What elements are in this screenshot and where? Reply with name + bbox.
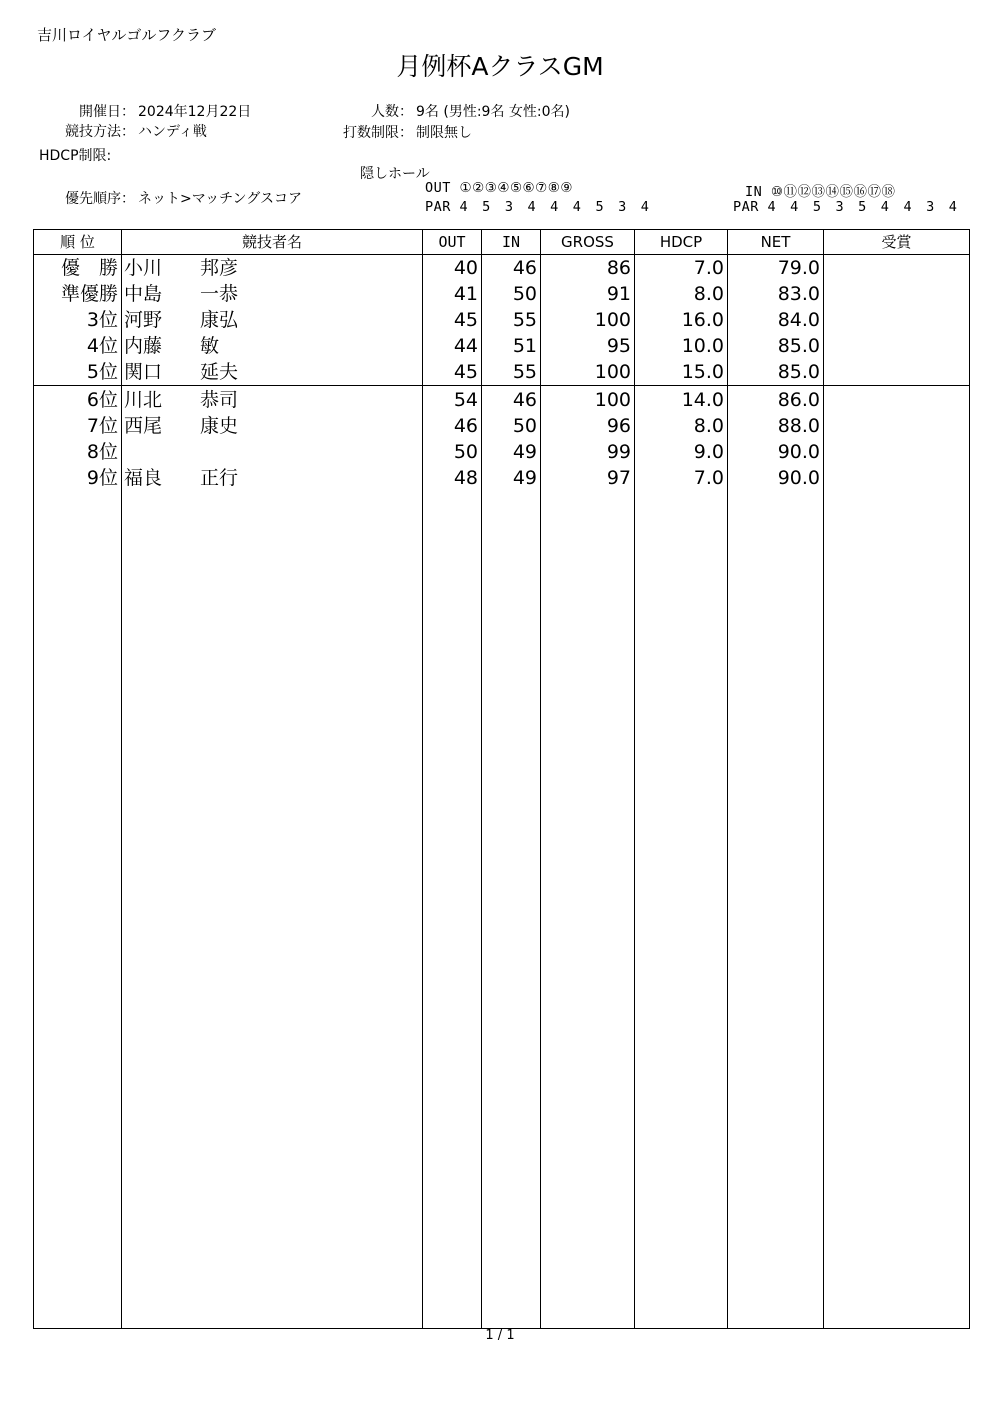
cell-net: 85.0 xyxy=(777,361,820,383)
cell-in: 55 xyxy=(512,309,537,331)
cell-out: 48 xyxy=(453,467,478,489)
table-row xyxy=(34,307,969,333)
cell-net: 90.0 xyxy=(777,441,820,463)
table-row xyxy=(34,465,969,491)
cell-net: 85.0 xyxy=(777,335,820,357)
table-row xyxy=(34,255,969,281)
table-row xyxy=(34,281,969,307)
page-title: 月例杯AクラスGM xyxy=(396,52,604,81)
header-hdcp: HDCP xyxy=(659,233,703,251)
cell-name: 川北 恭司 xyxy=(124,389,239,411)
cell-name: 河野 康弘 xyxy=(124,309,239,331)
cell-rank: 9位 xyxy=(86,467,118,489)
cell-net: 90.0 xyxy=(777,467,820,489)
method-label: 競技方法： xyxy=(65,124,135,140)
cell-name: 小川 邦彦 xyxy=(124,257,239,279)
cell-hdcp: 8.0 xyxy=(693,415,724,437)
cell-name: 内藤 敏 xyxy=(124,335,220,357)
header-award: 受賞 xyxy=(881,233,912,251)
cell-hdcp: 16.0 xyxy=(681,309,724,331)
cell-in: 50 xyxy=(512,415,537,437)
cell-rank: 4位 xyxy=(86,335,118,357)
cell-net: 84.0 xyxy=(777,309,820,331)
cell-rank: 6位 xyxy=(86,389,118,411)
cell-rank: 5位 xyxy=(86,361,118,383)
cell-rank: 8位 xyxy=(86,441,118,463)
cell-hdcp: 15.0 xyxy=(681,361,724,383)
cell-in: 46 xyxy=(512,389,537,411)
cell-hdcp: 7.0 xyxy=(693,467,724,489)
results-table xyxy=(33,229,970,1329)
header-gross: GROSS xyxy=(561,233,614,251)
cell-in: 49 xyxy=(512,441,537,463)
cell-hdcp: 8.0 xyxy=(693,283,724,305)
cell-hdcp: 7.0 xyxy=(693,257,724,279)
cell-out: 54 xyxy=(453,389,478,411)
cell-name: 中島 一恭 xyxy=(124,283,239,305)
cell-in: 49 xyxy=(512,467,537,489)
out-label: OUT xyxy=(425,180,451,196)
out-holes-row xyxy=(425,180,573,196)
in-hole-numbers: ⑩⑪⑫⑬⑭⑮⑯⑰⑱ xyxy=(770,184,896,200)
cell-award xyxy=(826,387,966,413)
cell-out: 50 xyxy=(453,441,478,463)
cell-hdcp: 10.0 xyxy=(681,335,724,357)
cell-award xyxy=(826,359,966,385)
cell-name xyxy=(124,439,420,465)
cell-in: 51 xyxy=(512,335,537,357)
cell-award xyxy=(826,465,966,491)
cell-hdcp: 9.0 xyxy=(693,441,724,463)
stroke-limit-value: 制限無し xyxy=(416,125,472,141)
table-row xyxy=(34,359,969,385)
out-par-values: 4 5 3 4 4 4 5 3 4 xyxy=(459,199,653,215)
table-row xyxy=(34,413,969,439)
cell-rank: 優 勝 xyxy=(60,257,118,279)
cell-name: 福良 正行 xyxy=(124,467,239,489)
cell-out: 40 xyxy=(453,257,478,279)
cell-hdcp: 14.0 xyxy=(681,389,724,411)
cell-name: 関口 延夫 xyxy=(124,361,239,383)
header-net: NET xyxy=(760,233,791,251)
cell-award xyxy=(826,281,966,307)
cell-net: 86.0 xyxy=(777,389,820,411)
header-out: OUT xyxy=(438,233,466,251)
cell-gross: 96 xyxy=(606,415,631,437)
priority-label: 優先順序： xyxy=(65,191,135,207)
hidden-holes-label: 隠しホール xyxy=(360,166,430,182)
cell-award xyxy=(826,413,966,439)
hdcp-limit-label: HDCP制限: xyxy=(39,148,112,164)
table-row xyxy=(34,439,969,465)
header-rank: 順 位 xyxy=(60,233,95,251)
cell-award xyxy=(826,333,966,359)
cell-gross: 99 xyxy=(606,441,631,463)
cell-award xyxy=(826,255,966,281)
header-in: IN xyxy=(501,233,521,251)
cell-rank: 3位 xyxy=(86,309,118,331)
out-par-label: PAR xyxy=(425,199,451,215)
in-holes-row xyxy=(745,180,896,200)
header-name: 競技者名 xyxy=(241,233,302,251)
cell-out: 41 xyxy=(453,283,478,305)
cell-gross: 86 xyxy=(606,257,631,279)
cell-gross: 91 xyxy=(606,283,631,305)
table-row xyxy=(34,387,969,413)
cell-out: 45 xyxy=(453,361,478,383)
cell-net: 79.0 xyxy=(777,257,820,279)
cell-net: 83.0 xyxy=(777,283,820,305)
cell-rank: 7位 xyxy=(86,415,118,437)
cell-gross: 97 xyxy=(606,467,631,489)
in-par-row xyxy=(733,199,960,215)
in-par-values: 4 4 5 3 5 4 4 3 4 xyxy=(767,199,961,215)
table-row xyxy=(34,333,969,359)
in-par-label: PAR xyxy=(733,199,759,215)
cell-net: 88.0 xyxy=(777,415,820,437)
stroke-limit-label: 打数制限： xyxy=(343,125,413,141)
date-label: 開催日： xyxy=(79,104,135,120)
people-label: 人数： xyxy=(371,104,413,120)
date-value: 2024年12月22日 xyxy=(138,104,252,120)
cell-award xyxy=(826,439,966,465)
cell-award xyxy=(826,307,966,333)
people-value: 9名 (男性:9名 女性:0名) xyxy=(416,104,570,120)
priority-value: ネット>マッチングスコア xyxy=(138,191,303,207)
cell-gross: 100 xyxy=(594,361,631,383)
cell-out: 46 xyxy=(453,415,478,437)
cell-name: 西尾 康史 xyxy=(124,415,239,437)
out-hole-numbers: ①②③④⑤⑥⑦⑧⑨ xyxy=(459,180,573,196)
cell-rank: 準優勝 xyxy=(60,283,118,305)
in-label: IN xyxy=(745,184,763,200)
method-value: ハンディ戦 xyxy=(138,124,207,140)
cell-gross: 95 xyxy=(606,335,631,357)
page-number: 1 / 1 xyxy=(485,1328,515,1343)
cell-in: 46 xyxy=(512,257,537,279)
cell-out: 44 xyxy=(453,335,478,357)
out-par-row xyxy=(425,199,652,215)
cell-gross: 100 xyxy=(594,389,631,411)
cell-out: 45 xyxy=(453,309,478,331)
club-name: 吉川ロイヤルゴルフクラブ xyxy=(37,26,216,44)
group-divider xyxy=(34,385,969,386)
cell-in: 55 xyxy=(512,361,537,383)
cell-in: 50 xyxy=(512,283,537,305)
cell-gross: 100 xyxy=(594,309,631,331)
